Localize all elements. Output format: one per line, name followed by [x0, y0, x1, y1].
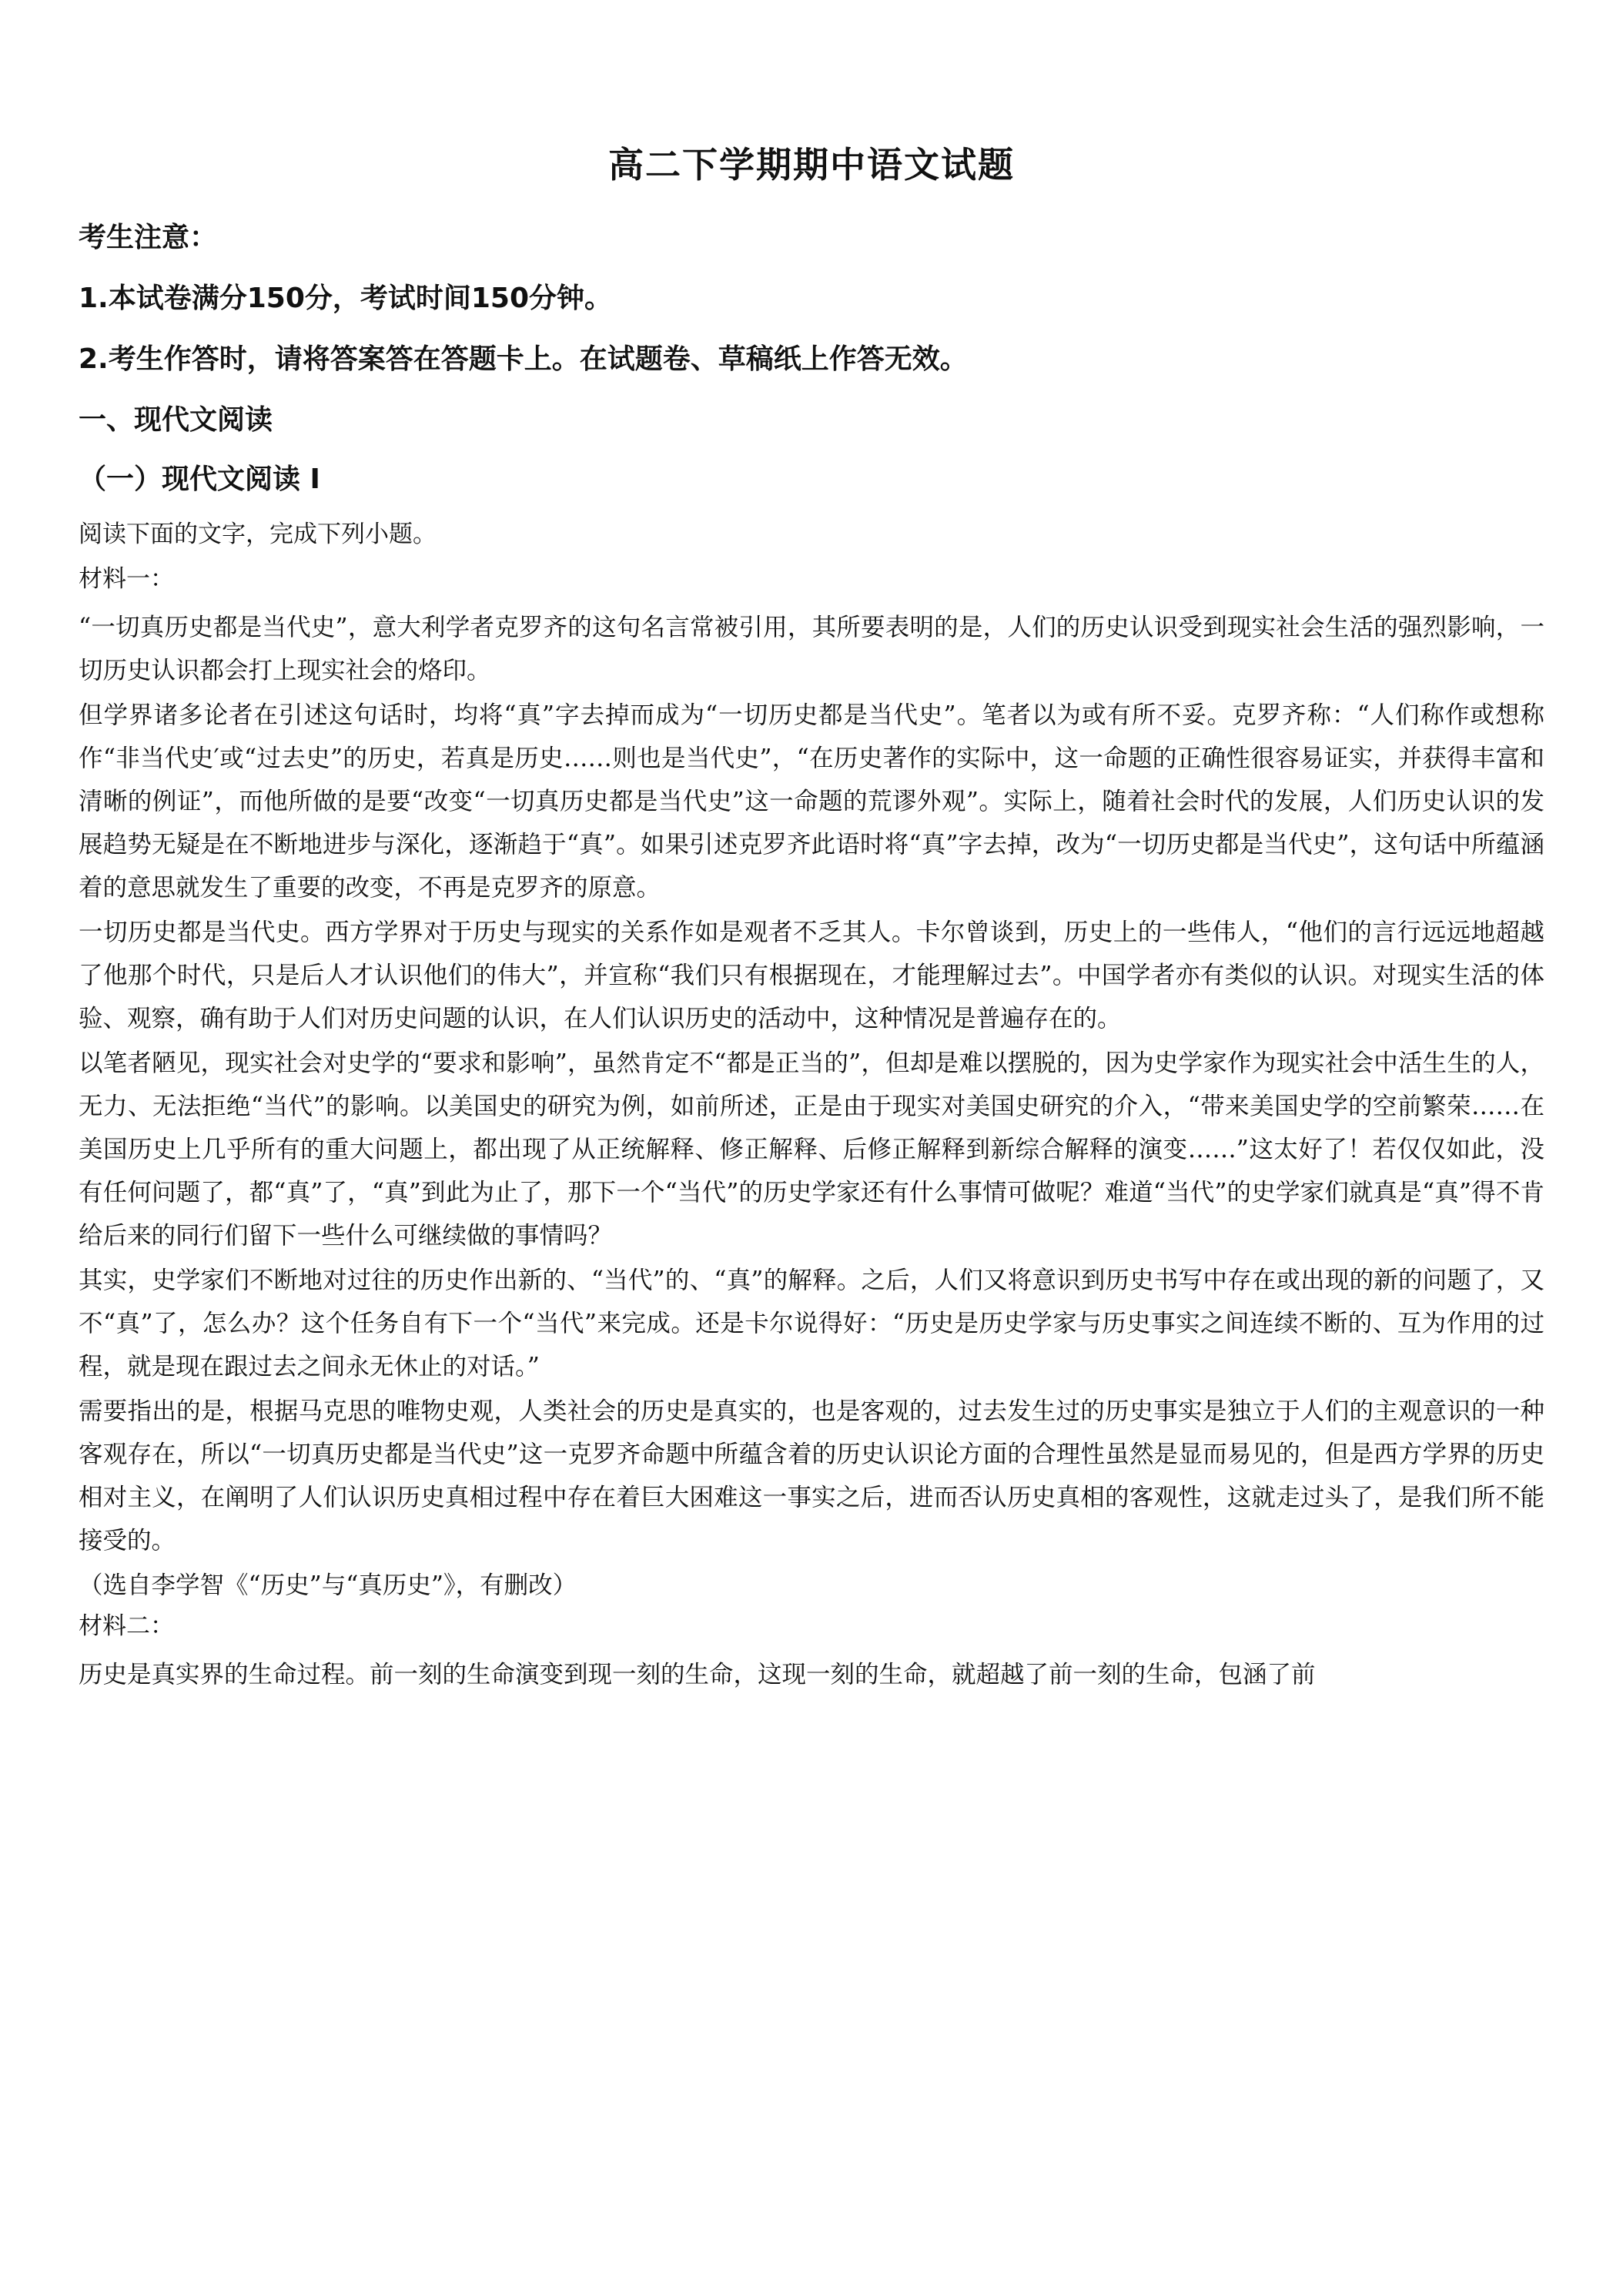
subsection-heading: （一）现代文阅读 I — [79, 464, 320, 495]
page-title: 高二下学期期中语文试题 — [608, 144, 1015, 186]
paragraph: 需要指出的是，根据马克思的唯物史观，人类社会的历史是真实的，也是客观的，过去发生过的历史事实是独立于人们的主观意识的一种客观存在，所以“一切真历史都是当代史”这一克罗齐命题中所蕴含着的历史认识论方面的合理性虽然是显而易见的，但是西方学界的历史相对主义，在阐明了人们认识历史真相过程中存在着巨大困难这一事实之后，进而否认历史真相的客观性，这就走过头了，是我们所不能接受的。 — [79, 1397, 1544, 1555]
paragraph: 一切历史都是当代史。西方学界对于历史与现实的关系作如是观者不乏其人。卡尔曾谈到，历史上的一些伟人，“他们的言行远远地超越了他那个时代，只是后人才认识他们的伟大”，并宣称“我们只有根据现在，才能理解过去”。中国学者亦有类似的认识。对现实生活的体验、观察，确有助于人们对历史问题的认识，在人们认识历史的活动中，这种情况是普遍存在的。 — [79, 919, 1544, 1033]
paragraph: 其实，史学家们不断地对过往的历史作出新的、“当代”的、“真”的解释。之后，人们又将意识到历史书写中存在或出现的新的问题了，又不“真”了，怎么办？这个任务自有下一个“当代”来完成。还是卡尔说得好：“历史是历史学家与历史事实之间连续不断的、互为作用的过程，就是现在跟过去之间永无休止的对话。” — [79, 1267, 1544, 1381]
material-two — [79, 1608, 1544, 1696]
paragraph: 但学界诸多论者在引述这句话时，均将“真”字去掉而成为“一切历史都是当代史”。笔者以为或有所不妥。克罗齐称：“人们称作或想称作“非当代史′或“过去史”的历史，若真是历史……则也是当代史”，“在历史著作的实际中，这一命题的正确性很容易证实，并获得丰富和清晰的例证”，而他所做的是要“改变“一切真历史都是当代史”这一命题的荒谬外观”。实际上，随着社会时代的发展，人们历史认识的发展趋势无疑是在不断地进步与深化，逐渐趋于“真”。如果引述克罗齐此语时将“真”字去掉，改为“一切历史都是当代史”，这句话中所蕴涵着的意思就发生了重要的改变，不再是克罗齐的原意。 — [79, 701, 1544, 902]
paragraph: 历史是真实界的生命过程。前一刻的生命演变到现一刻的生命，这现一刻的生命，就超越了前一刻的生命，包涵了前 — [79, 1661, 1316, 1689]
paragraph: 以笔者陋见，现实社会对史学的“要求和影响”，虽然肯定不“都是正当的”，但却是难以摆脱的，因为史学家作为现实社会中活生生的人，无力、无法拒绝“当代”的影响。以美国史的研究为例，如前所述，正是由于现实对美国史研究的介入，“带来美国史学的空前繁荣……在美国历史上几乎所有的重大问题上，都出现了从正统解释、修正解释、后修正解释到新综合解释的演变……”这太好了！若仅仅如此，没有任何问题了，都“真”了，“真”到此为止了，那下一个“当代”的历史学家还有什么事情可做呢？难道“当代”的史学家们就真是“真”得不肯给后来的同行们留下一些什么可继续做的事情吗？ — [79, 1049, 1544, 1250]
source-citation: （选自李学智《“历史”与“真历史”》，有删改） — [79, 1571, 577, 1599]
section-heading: 一、现代文阅读 — [79, 404, 273, 436]
notice-heading: 考生注意： — [79, 222, 218, 253]
instruction-text: 阅读下面的文字，完成下列小题。 — [79, 520, 437, 548]
material-one — [79, 561, 1544, 1607]
material-label: 材料二： — [79, 1612, 174, 1640]
material-label: 材料一： — [79, 565, 174, 593]
notice-block — [79, 216, 1544, 377]
notice-item: 2.考生作答时，请将答案答在答题卡上。在试题卷、草稿纸上作答无效。 — [79, 343, 968, 375]
paragraph: “一切真历史都是当代史”，意大利学者克罗齐的这句名言常被引用，其所要表明的是，人们的历史认识受到现实社会生活的强烈影响，一切历史认识都会打上现实社会的烙印。 — [79, 614, 1544, 684]
notice-item: 1.本试卷满分150分，考试时间150分钟。 — [79, 283, 613, 314]
